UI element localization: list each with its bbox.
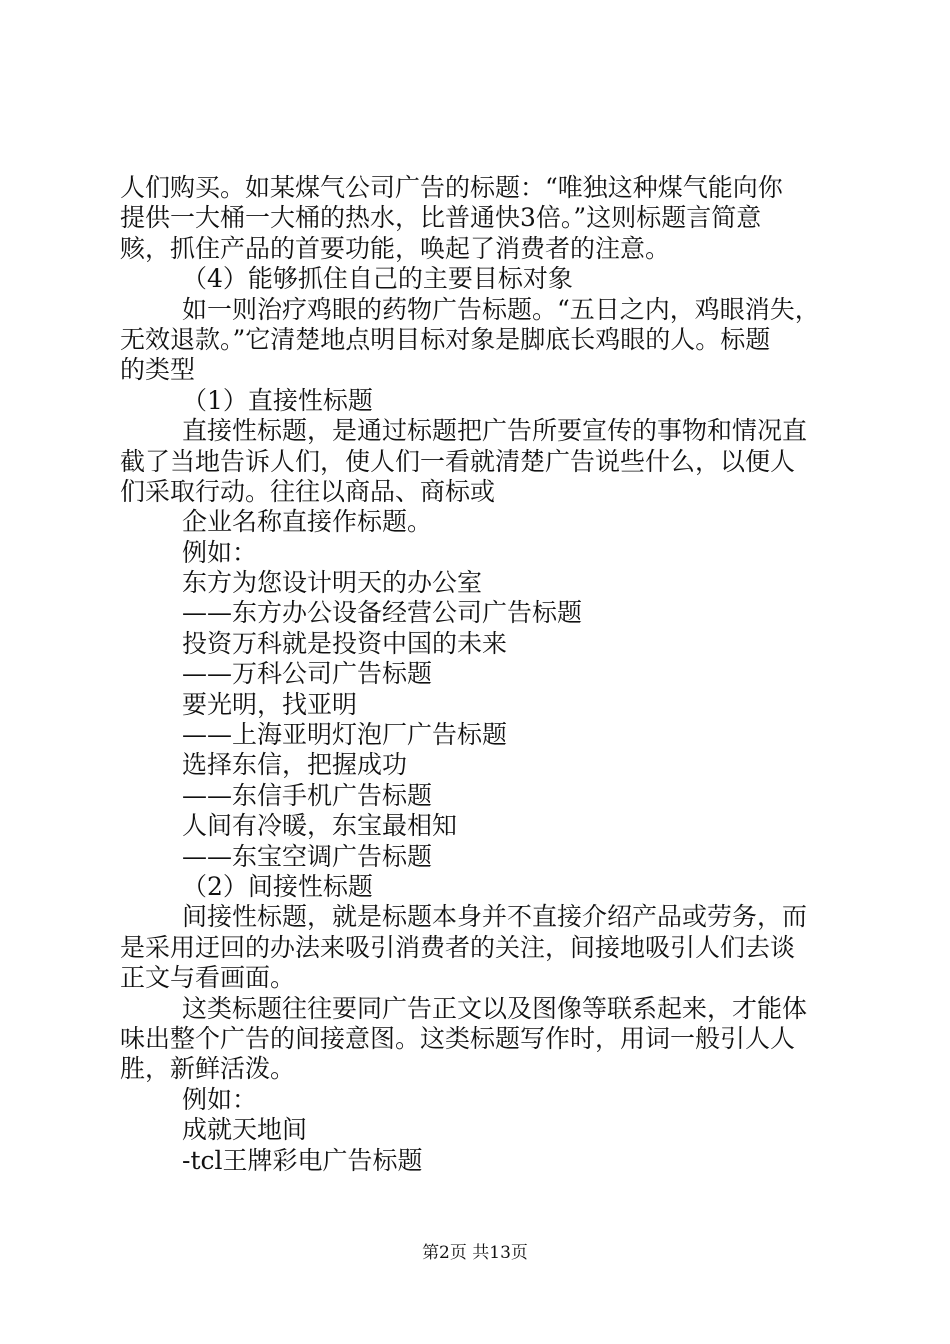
body-text [120,173,835,1176]
example-source: ——上海亚明灯泡厂广告标题 [182,720,508,750]
example-source: -tcl王牌彩电广告标题 [182,1145,423,1175]
example-title: 人间有冷暖，东宝最相知 [182,811,458,841]
text-line: 赅，抓住产品的首要功能，唤起了消费者的注意。 [120,233,671,263]
text-line: 这类标题往往要同广告正文以及图像等联系起来，才能体 [182,993,808,1023]
example-source: ——东方办公设备经营公司广告标题 [182,598,583,628]
text-line: 例如： [182,1084,258,1114]
text-line: 是采用迂回的办法来吸引消费者的关注，间接地吸引人们去谈 [120,932,796,962]
section-heading: （1）直接性标题 [182,385,373,415]
text-line: 味出整个广告的间接意图。这类标题写作时，用词一般引人人 [120,1023,796,1053]
text-line: 如一则治疗鸡眼的药物广告标题。“五日之内，鸡眼消失， [182,294,820,324]
example-title: 选择东信，把握成功 [182,750,408,780]
text-line: 企业名称直接作标题。 [182,507,433,537]
text-line: 截了当地告诉人们，使人们一看就清楚广告说些什么，以便人 [120,446,796,476]
text-line: 提供一大桶一大桶的热水，比普通快3倍。”这则标题言简意 [120,203,762,233]
text-line: 例如： [182,537,258,567]
text-line: 直接性标题，是通过标题把广告所要宣传的事物和情况直 [182,416,808,446]
example-title: 东方为您设计明天的办公室 [182,568,483,598]
example-source: ——东信手机广告标题 [182,780,433,810]
example-title: 成就天地间 [182,1115,308,1145]
text-line: 们采取行动。往往以商品、商标或 [120,476,496,506]
example-source: ——万科公司广告标题 [182,659,433,689]
example-title: 要光明，找亚明 [182,689,358,719]
section-heading: （4）能够抓住自己的主要目标对象 [182,264,573,294]
text-line: 的类型 [120,355,196,385]
example-title: 投资万科就是投资中国的未来 [182,628,508,658]
text-line: 无效退款。”它清楚地点明目标对象是脚底长鸡眼的人。标题 [120,324,771,354]
text-line: 正文与看画面。 [120,963,296,993]
page-number-footer: 第2页 共13页 [422,1243,528,1263]
text-line: 间接性标题，就是标题本身并不直接介绍产品或劳务，而 [182,902,808,932]
section-heading: （2）间接性标题 [182,871,373,901]
example-source: ——东宝空调广告标题 [182,841,433,871]
text-line: 胜，新鲜活泼。 [120,1054,296,1084]
text-line: 人们购买。如某煤气公司广告的标题：“唯独这种煤气能向你 [120,173,783,202]
